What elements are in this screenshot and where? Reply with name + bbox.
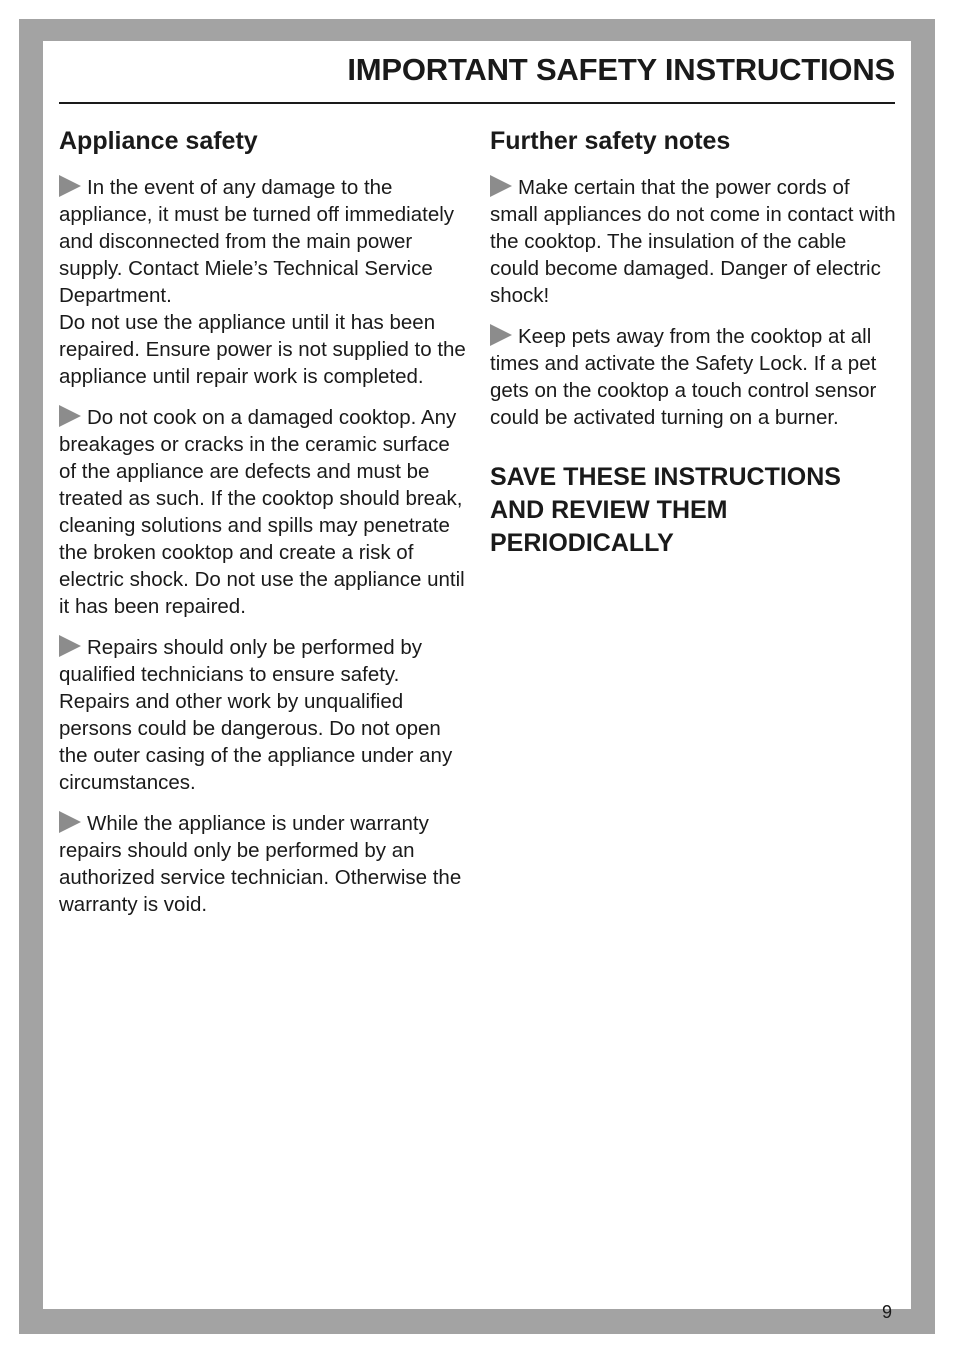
page-header bbox=[59, 52, 895, 104]
safety-item-continuation: Do not use the appliance until it has been repaired. Ensure power is not supplied to the appliance until repair work is completed. bbox=[59, 311, 466, 388]
appliance-safety-column bbox=[59, 125, 469, 932]
safety-item-text: Make certain that the power cords of small appliances do not come in contact with the cooktop. The insulation of the cable could become damaged. Danger of electric shock! bbox=[490, 176, 896, 307]
triangle-bullet-icon bbox=[490, 324, 512, 346]
safety-item bbox=[59, 174, 469, 390]
triangle-bullet-icon bbox=[59, 811, 81, 833]
safety-item bbox=[59, 810, 469, 918]
safety-item-text: While the appliance is under warranty repairs should only be performed by an authorized service technician. Otherwise the warranty is void. bbox=[59, 812, 462, 916]
triangle-bullet-icon bbox=[59, 175, 81, 197]
further-safety-heading: Further safety notes bbox=[490, 127, 731, 155]
triangle-bullet-icon bbox=[59, 635, 81, 657]
further-safety-column bbox=[490, 125, 900, 560]
safety-item-text: Do not cook on a damaged cooktop. Any breakages or cracks in the ceramic surface of the appliance are defects and must be treated as such. If the cooktop should break, cleaning solutions and spills may penetrate the broken cooktop and create a risk of electric shock. Do not use the appliance until it has been repaired. bbox=[59, 406, 465, 618]
safety-item bbox=[490, 174, 900, 309]
appliance-safety-heading: Appliance safety bbox=[59, 127, 258, 155]
safety-item-text: Keep pets away from the cooktop at all times and activate the Safety Lock. If a pet gets on the cooktop a touch control sensor could be activated turning on a burner. bbox=[490, 325, 877, 429]
safety-item-text: In the event of any damage to the appliance, it must be turned off immediately and disconnected from the main power supply. Contact Miele’s Technical Service Department. bbox=[59, 176, 455, 307]
triangle-bullet-icon bbox=[59, 405, 81, 427]
safety-item-text: Repairs should only be performed by qualified technicians to ensure safety. Repairs and other work by unqualified persons could be dangerous. Do not open the outer casing of the appliance under any circumstances. bbox=[59, 636, 453, 794]
safety-item bbox=[59, 634, 469, 796]
safety-item bbox=[59, 404, 469, 620]
triangle-bullet-icon bbox=[490, 175, 512, 197]
page-title: IMPORTANT SAFETY INSTRUCTIONS bbox=[347, 52, 895, 87]
safety-item bbox=[490, 323, 900, 431]
page-number: 9 bbox=[882, 1302, 893, 1322]
save-instructions-heading: SAVE THESE INSTRUCTIONS AND REVIEW THEM PERIODICALLY bbox=[490, 463, 841, 557]
